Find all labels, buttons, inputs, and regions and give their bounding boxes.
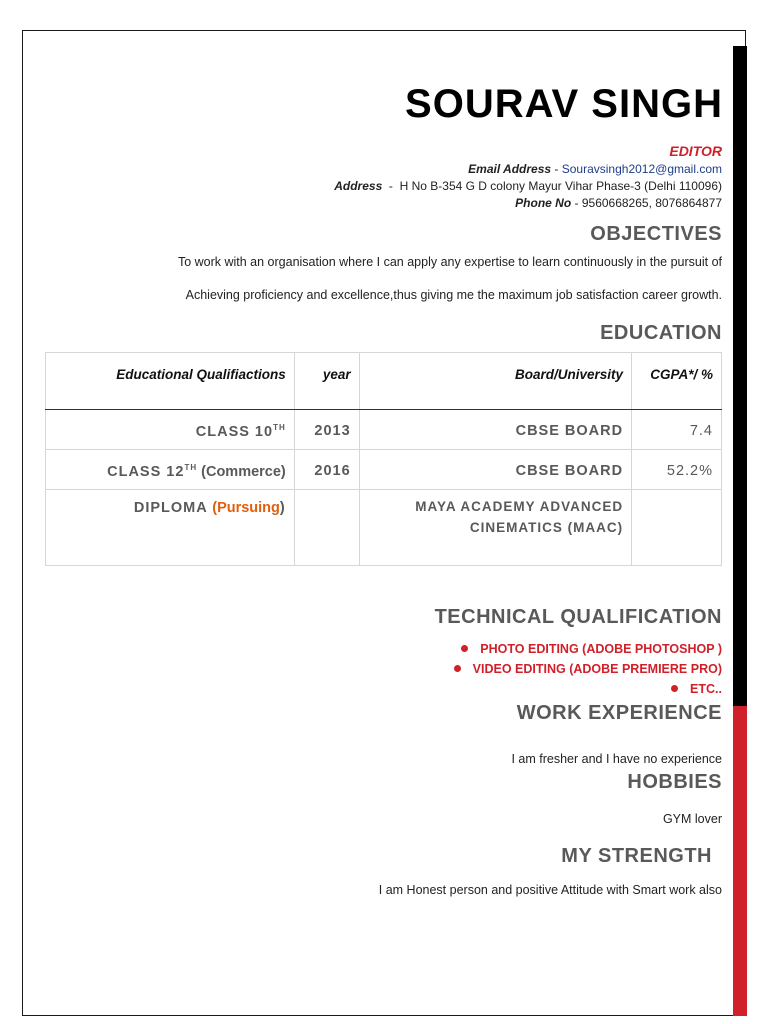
education-heading: EDUCATION — [600, 322, 722, 344]
list-item: ETC.. — [454, 679, 722, 699]
year-cell: 2016 — [294, 450, 359, 490]
address-value: H No B-354 G D colony Mayur Vihar Phase-3 (Delhi 110096) — [399, 179, 722, 193]
hobbies-text: GYM lover — [662, 812, 722, 826]
table-row — [46, 490, 722, 566]
objectives-line-2: Achieving proficiency and excellence,thus giving me the maximum job satisfaction career growth. — [185, 288, 722, 302]
candidate-name: SOURAV SINGH — [405, 82, 723, 126]
board-cell: CBSE BOARD — [359, 410, 631, 450]
phone-label: Phone No — [515, 196, 572, 210]
hobbies-heading: HOBBIES — [627, 771, 722, 793]
header-cgpa: CGPA*/ % — [632, 353, 722, 410]
table-row — [46, 410, 722, 450]
education-header-row — [46, 353, 722, 410]
board-cell: CBSE BOARD — [359, 450, 631, 490]
strength-text: I am Honest person and positive Attitude with Smart work also — [378, 883, 722, 897]
side-accent-bar-black — [733, 46, 747, 706]
score-cell: 7.4 — [632, 410, 722, 450]
technical-list — [454, 639, 722, 699]
list-item: PHOTO EDITING (ADOBE PHOTOSHOP ) — [454, 639, 722, 659]
qualification-cell: DIPLOMA (Pursuing) — [46, 490, 295, 566]
work-heading: WORK EXPERIENCE — [516, 702, 722, 724]
header-board: Board/University — [359, 353, 631, 410]
objectives-heading: OBJECTIVES — [590, 223, 722, 245]
pursuing-highlight: (Pursuing — [212, 500, 280, 516]
qualification-cell: CLASS 10TH — [46, 410, 295, 450]
address-label: Address — [334, 179, 383, 193]
email-line — [468, 161, 722, 177]
address-line — [334, 178, 722, 194]
address-separator: - — [382, 179, 400, 193]
email-separator: - — [551, 162, 562, 176]
year-cell: 2013 — [294, 410, 359, 450]
candidate-role: EDITOR — [669, 143, 722, 159]
bullet-icon — [461, 645, 468, 652]
email-label: Email Address — [468, 162, 552, 176]
bullet-icon — [671, 685, 678, 692]
phone-separator: - — [571, 196, 582, 210]
work-text: I am fresher and I have no experience — [511, 752, 722, 766]
superscript: TH — [184, 463, 198, 472]
year-cell — [294, 490, 359, 566]
education-table — [45, 352, 722, 566]
phone-value: 9560668265, 8076864877 — [581, 196, 722, 210]
superscript: TH — [273, 423, 286, 432]
board-cell: MAYA ACADEMY ADVANCED CINEMATICS (MAAC) — [359, 490, 631, 566]
objectives-line-1: To work with an organisation where I can apply any expertise to learn continuously in the pursuit of — [177, 255, 722, 269]
score-cell: 52.2% — [632, 450, 722, 490]
score-cell — [632, 490, 722, 566]
table-row — [46, 450, 722, 490]
header-qualification: Educational Qualifiactions — [46, 353, 295, 410]
qualification-cell: CLASS 12TH (Commerce) — [46, 450, 295, 490]
strength-heading: MY STRENGTH — [561, 845, 712, 867]
list-item: VIDEO EDITING (ADOBE PREMIERE PRO) — [454, 659, 722, 679]
side-accent-bar-red — [733, 706, 747, 1016]
technical-heading: TECHNICAL QUALIFICATION — [434, 606, 722, 628]
phone-line — [515, 195, 722, 211]
bullet-icon — [454, 665, 461, 672]
header-year: year — [294, 353, 359, 410]
email-link[interactable]: Souravsingh2012@gmail.com — [561, 162, 722, 176]
